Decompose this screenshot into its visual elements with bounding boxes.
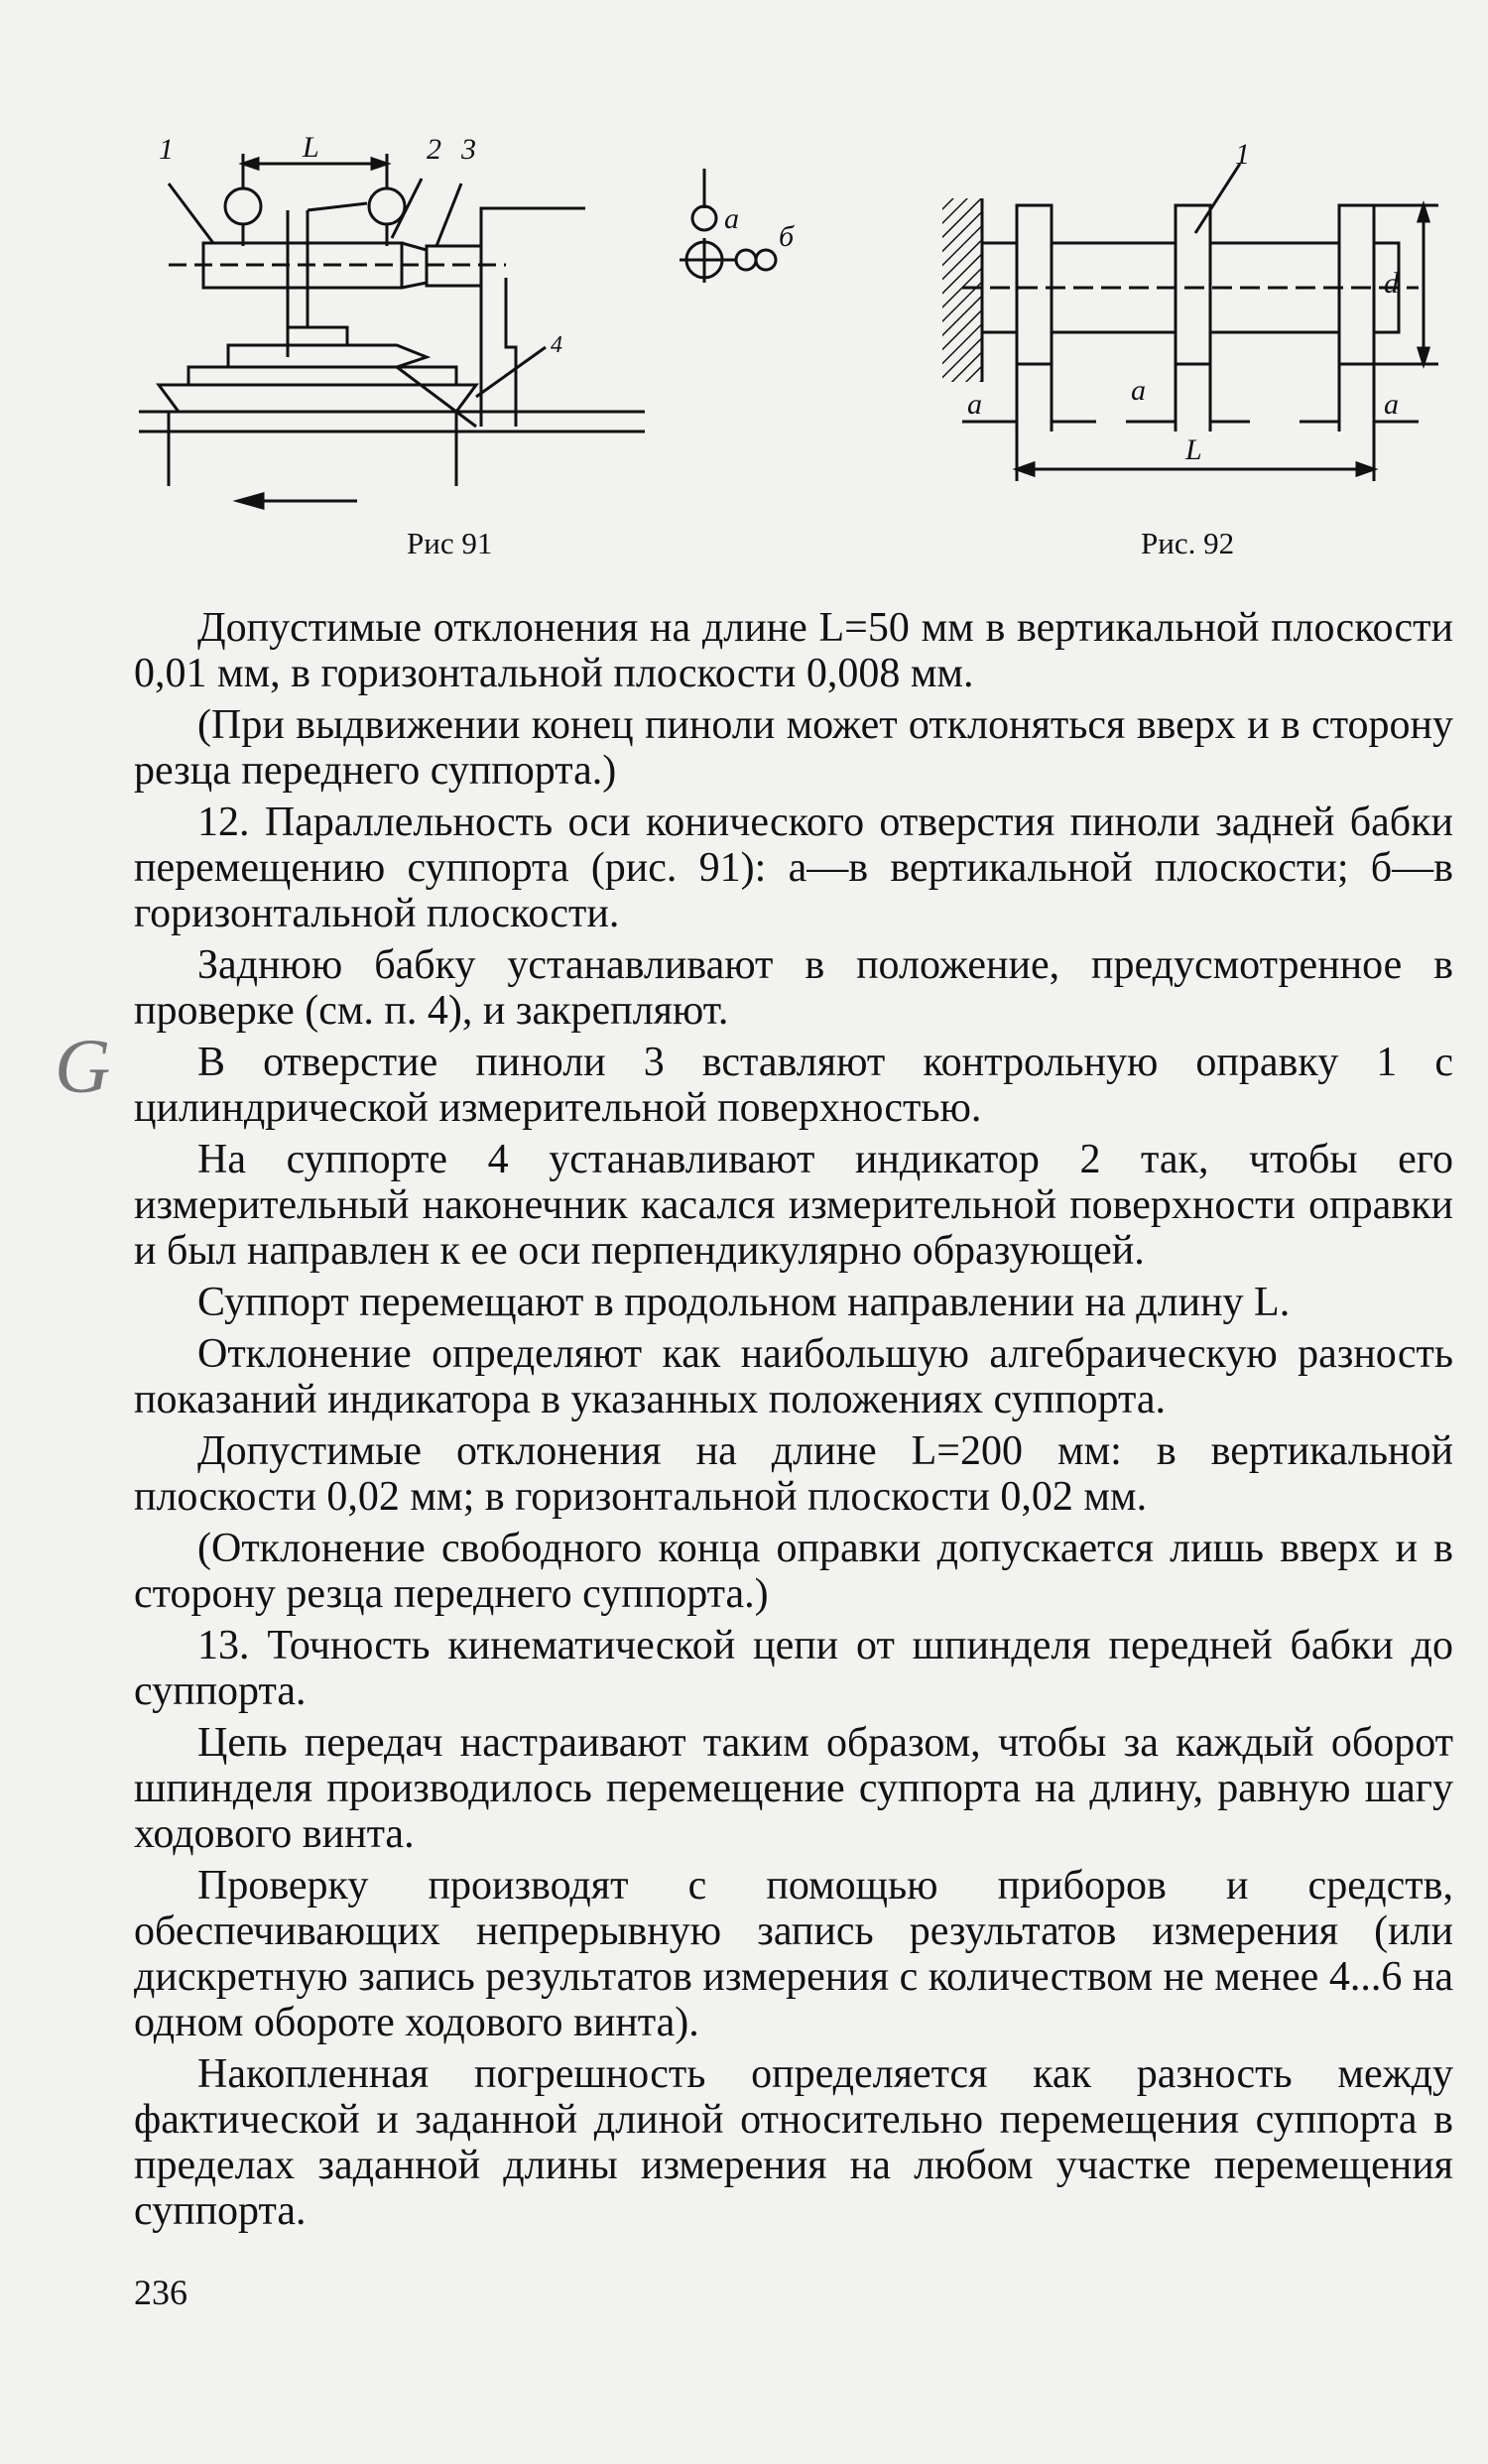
- body-text: [134, 605, 1453, 2240]
- paragraph: Заднюю бабку устанавливают в положение, предусмотренное в проверке (см. п. 4), и закрепляют.: [134, 942, 1453, 1034]
- fig91-label-l: L: [303, 131, 319, 164]
- paragraph: 12. Параллельность оси конического отверстия пиноли задней бабки перемещению суппорта (рис. 91): а—в вертикальной плоскости; б—в горизонтальной плоскости.: [134, 800, 1453, 936]
- fig92-label-a-mid: a: [1131, 374, 1146, 407]
- paragraph: Допустимые отклонения на длине L=50 мм в вертикальной плоскости 0,01 мм, в горизонтальной плоскости 0,008 мм.: [134, 605, 1453, 696]
- paragraph: 13. Точность кинематической цепи от шпинделя передней бабки до суппорта.: [134, 1623, 1453, 1714]
- fig91-label-3: 3: [461, 133, 476, 166]
- fig91-label-a: a: [724, 202, 739, 235]
- handwritten-margin-mark: G: [55, 1023, 111, 1109]
- paragraph: (При выдвижении конец пиноли может отклоняться вверх и в сторону резца переднего суппорта.): [134, 702, 1453, 794]
- fig91-label-4: 4: [551, 332, 562, 358]
- fig92-label-d: d: [1384, 267, 1399, 300]
- page-number: 236: [134, 2273, 187, 2312]
- paragraph: (Отклонение свободного конца оправки допускается лишь вверх и в сторону резца переднего суппорта.): [134, 1526, 1453, 1617]
- paragraph: На суппорте 4 устанавливают индикатор 2 так, чтобы его измерительный наконечник касался измерительной поверхности оправки и был направлен к ее оси перпендикулярно образующей.: [134, 1137, 1453, 1274]
- paragraph: Проверку производят с помощью приборов и средств, обеспечивающих непрерывную запись результатов измерения (или дискретную запись результатов измерения с количеством не менее 4...6 на одном обороте ходового винта).: [134, 1863, 1453, 2045]
- fig92-label-l: L: [1185, 433, 1202, 466]
- fig91-label-1: 1: [159, 133, 174, 166]
- fig91-label-2: 2: [427, 133, 441, 166]
- paragraph: Накопленная погрешность определяется как разность между фактической и заданной длиной относительно перемещения суппорта в пределах заданной длины измерения на любом участке перемещения суппорта.: [134, 2051, 1453, 2234]
- fig92-label-1: 1: [1235, 144, 1250, 171]
- paragraph: В отверстие пиноли 3 вставляют контрольную оправку 1 с цилиндрической измерительной поверхностью.: [134, 1040, 1453, 1131]
- fig92-label-a-left: a: [967, 388, 982, 421]
- figure-91-diagram: [129, 129, 863, 546]
- paragraph: Отклонение определяют как наибольшую алгебраическую разность показаний индикатора в указанных положениях суппорта.: [134, 1331, 1453, 1422]
- fig91-label-b: б: [779, 220, 795, 253]
- figure-91-caption: Рис 91: [407, 526, 493, 560]
- paragraph: Суппорт перемещают в продольном направлении на длину L.: [197, 1280, 1291, 1325]
- paragraph: Цепь передач настраивают таким образом, чтобы за каждый оборот шпинделя производилось перемещение суппорта на длину, равную шагу ходового винта.: [134, 1720, 1453, 1857]
- paragraph: Допустимые отклонения на длине L=200 мм: в вертикальной плоскости 0,02 мм; в горизонтальной плоскости 0,02 мм.: [134, 1428, 1453, 1520]
- figure-92-diagram: [923, 144, 1438, 521]
- fig92-label-a-right: a: [1384, 388, 1399, 421]
- figure-92-caption: Рис. 92: [1141, 526, 1235, 560]
